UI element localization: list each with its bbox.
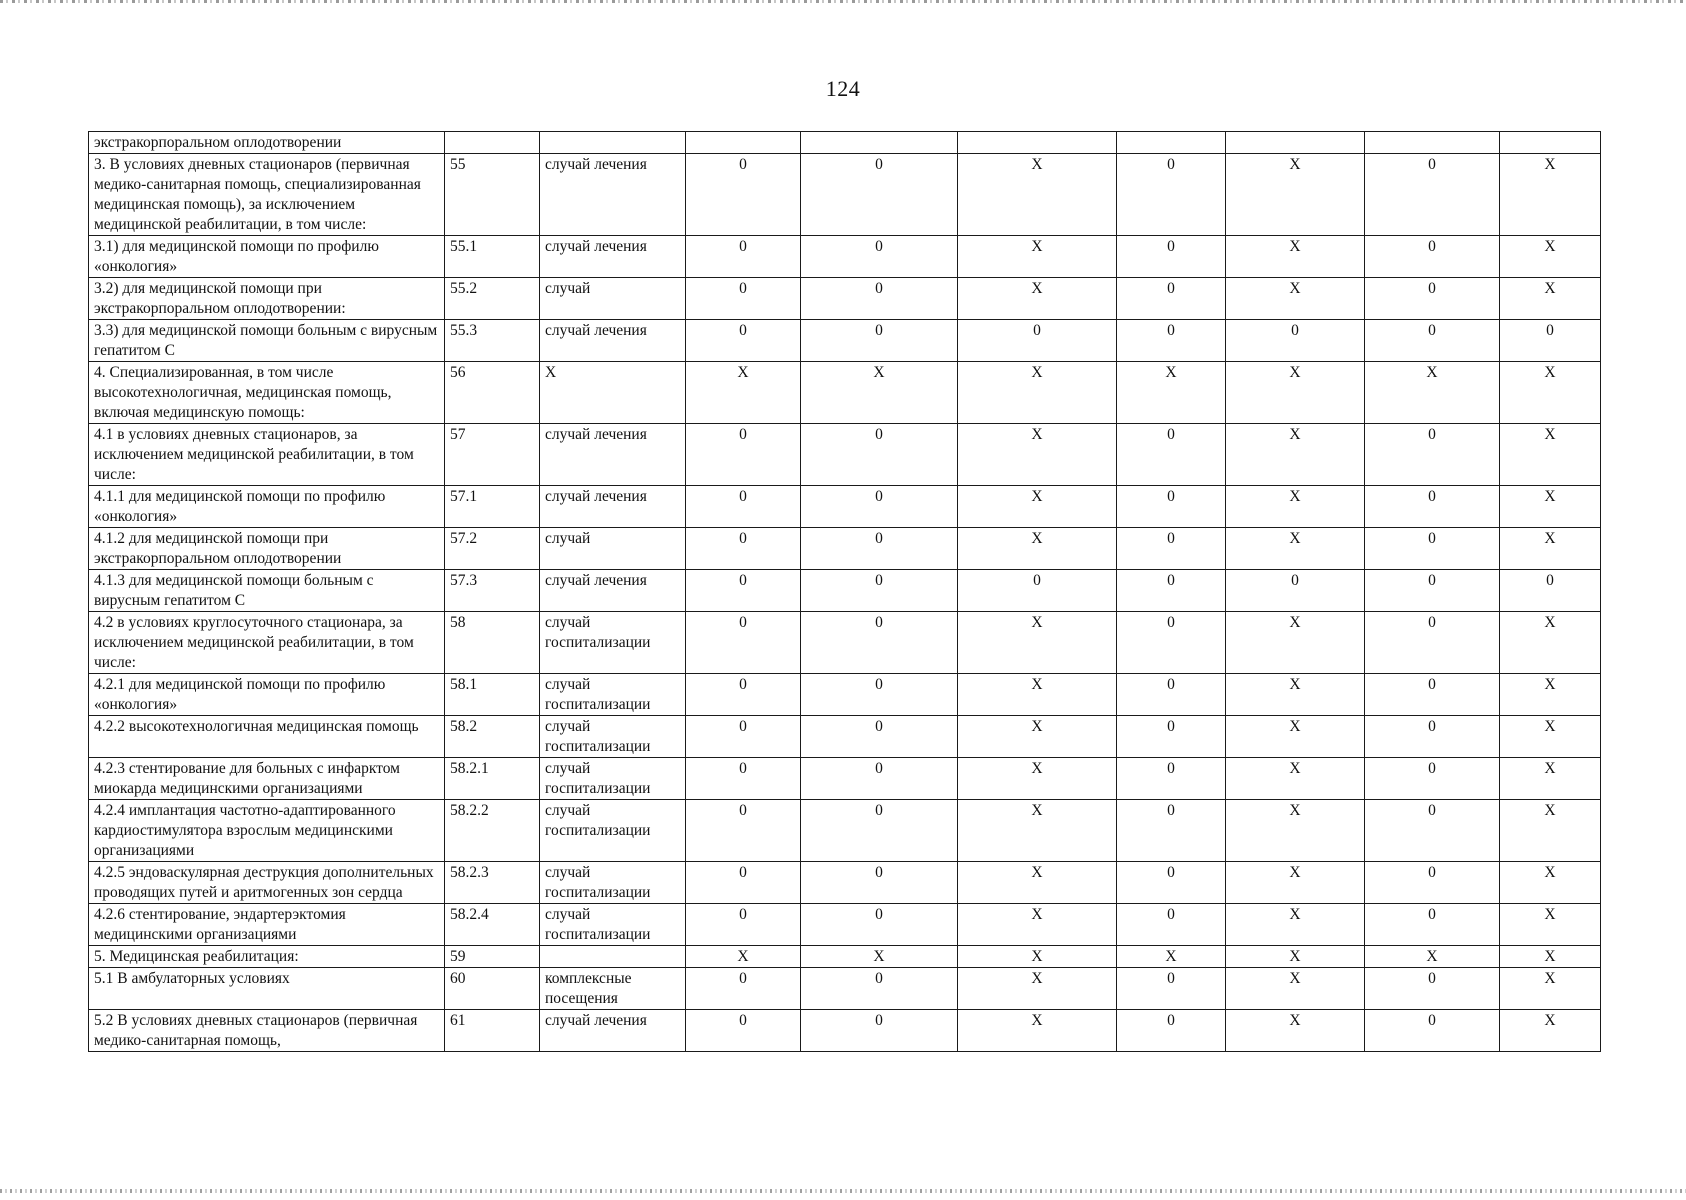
value-cell: X	[801, 946, 958, 968]
value-cell: X	[686, 946, 801, 968]
value-cell: 0	[1365, 862, 1500, 904]
data-table	[88, 131, 1601, 1052]
value-cell: X	[1226, 800, 1365, 862]
value-cell: X	[1226, 236, 1365, 278]
row-name-cell: 5.2 В условиях дневных стационаров (первичная медико-санитарная помощь,	[89, 1010, 445, 1052]
row-name-cell: 4.2.4 имплантация частотно-адаптированного кардиостимулятора взрослым медицинскими организациями	[89, 800, 445, 862]
value-cell: 0	[686, 862, 801, 904]
value-cell: 0	[801, 758, 958, 800]
row-code-cell: 57.3	[445, 570, 540, 612]
row-code-cell: 57.2	[445, 528, 540, 570]
row-name-cell: 4.2 в условиях круглосуточного стационара, за исключением медицинской реабилитации, в том числе:	[89, 612, 445, 674]
row-code-cell: 59	[445, 946, 540, 968]
value-cell: X	[1500, 236, 1601, 278]
value-cell: X	[1226, 528, 1365, 570]
table-row	[89, 278, 1601, 320]
value-cell: 0	[1117, 904, 1226, 946]
row-code-cell: 55	[445, 154, 540, 236]
value-cell: 0	[686, 236, 801, 278]
value-cell: X	[1226, 612, 1365, 674]
table-row	[89, 800, 1601, 862]
value-cell: X	[1500, 612, 1601, 674]
table-row	[89, 528, 1601, 570]
value-cell: 0	[1117, 278, 1226, 320]
value-cell: X	[1500, 154, 1601, 236]
value-cell: 0	[686, 674, 801, 716]
table-row	[89, 674, 1601, 716]
row-unit-cell: случай лечения	[540, 570, 686, 612]
table-row	[89, 612, 1601, 674]
value-cell: X	[1500, 1010, 1601, 1052]
value-cell: X	[801, 362, 958, 424]
row-unit-cell: случай лечения	[540, 486, 686, 528]
value-cell: 0	[958, 320, 1117, 362]
row-name-cell: 5. Медицинская реабилитация:	[89, 946, 445, 968]
value-cell: X	[1226, 278, 1365, 320]
value-cell: 0	[1117, 424, 1226, 486]
value-cell: 0	[1117, 154, 1226, 236]
row-unit-cell: случай госпитализации	[540, 758, 686, 800]
value-cell: 0	[1117, 570, 1226, 612]
value-cell: X	[1226, 362, 1365, 424]
row-code-cell: 60	[445, 968, 540, 1010]
value-cell: 0	[1365, 904, 1500, 946]
value-cell: 0	[801, 486, 958, 528]
value-cell: 0	[1117, 320, 1226, 362]
value-cell: X	[958, 758, 1117, 800]
value-cell: 0	[686, 154, 801, 236]
value-cell: 0	[686, 612, 801, 674]
row-code-cell: 58.2	[445, 716, 540, 758]
value-cell: 0	[686, 1010, 801, 1052]
row-code-cell: 55.1	[445, 236, 540, 278]
value-cell: X	[1500, 968, 1601, 1010]
value-cell: 0	[686, 486, 801, 528]
value-cell: 0	[686, 800, 801, 862]
row-code-cell: 58.1	[445, 674, 540, 716]
row-code-cell: 58.2.3	[445, 862, 540, 904]
value-cell: X	[1500, 758, 1601, 800]
value-cell: X	[1226, 862, 1365, 904]
value-cell: X	[958, 904, 1117, 946]
value-cell: 0	[1117, 968, 1226, 1010]
row-name-cell: 4.2.5 эндоваскулярная деструкция дополнительных проводящих путей и аритмогенных зон сердца	[89, 862, 445, 904]
value-cell: 0	[1365, 968, 1500, 1010]
row-name-cell: 4.2.3 стентирование для больных с инфарктом миокарда медицинскими организациями	[89, 758, 445, 800]
row-unit-cell: случай	[540, 278, 686, 320]
value-cell: X	[1226, 716, 1365, 758]
row-name-cell: 4.1.2 для медицинской помощи при экстракорпоральном оплодотворении	[89, 528, 445, 570]
row-unit-cell	[540, 946, 686, 968]
value-cell: X	[958, 946, 1117, 968]
table-row	[89, 320, 1601, 362]
row-unit-cell: случай госпитализации	[540, 716, 686, 758]
value-cell: 0	[1117, 800, 1226, 862]
row-unit-cell: случай лечения	[540, 424, 686, 486]
value-cell: X	[958, 1010, 1117, 1052]
value-cell: X	[958, 674, 1117, 716]
row-name-cell: 4.1 в условиях дневных стационаров, за исключением медицинской реабилитации, в том числе:	[89, 424, 445, 486]
value-cell: X	[958, 278, 1117, 320]
row-name-cell: 3.2) для медицинской помощи при экстракорпоральном оплодотворении:	[89, 278, 445, 320]
row-code-cell: 58.2.2	[445, 800, 540, 862]
value-cell: 0	[801, 570, 958, 612]
value-cell: 0	[801, 674, 958, 716]
page-number: 124	[825, 76, 861, 101]
row-name-cell: 5.1 В амбулаторных условиях	[89, 968, 445, 1010]
row-unit-cell: случай госпитализации	[540, 612, 686, 674]
table-row	[89, 862, 1601, 904]
value-cell: 0	[1365, 154, 1500, 236]
value-cell: 0	[1365, 424, 1500, 486]
value-cell: X	[1117, 946, 1226, 968]
row-unit-cell: случай госпитализации	[540, 800, 686, 862]
row-name-cell: 4.1.1 для медицинской помощи по профилю «онкология»	[89, 486, 445, 528]
row-unit-cell: случай госпитализации	[540, 862, 686, 904]
table-row	[89, 362, 1601, 424]
value-cell: X	[1500, 486, 1601, 528]
table-row	[89, 154, 1601, 236]
value-cell: X	[1365, 362, 1500, 424]
row-unit-cell	[540, 132, 686, 154]
value-cell: X	[958, 800, 1117, 862]
value-cell: X	[958, 362, 1117, 424]
value-cell: 0	[1365, 570, 1500, 612]
value-cell: 0	[801, 424, 958, 486]
table-body	[89, 132, 1601, 1052]
row-name-cell: экстракорпоральном оплодотворении	[89, 132, 445, 154]
value-cell: X	[1117, 362, 1226, 424]
row-unit-cell: случай лечения	[540, 154, 686, 236]
row-name-cell: 4. Специализированная, в том числе высокотехнологичная, медицинская помощь, включая медицинскую помощь:	[89, 362, 445, 424]
value-cell: 0	[686, 570, 801, 612]
value-cell: 0	[1117, 486, 1226, 528]
row-code-cell: 55.2	[445, 278, 540, 320]
value-cell: 0	[1226, 570, 1365, 612]
value-cell: 0	[801, 862, 958, 904]
row-unit-cell: комплексные посещения	[540, 968, 686, 1010]
value-cell: X	[1365, 946, 1500, 968]
value-cell: X	[1500, 424, 1601, 486]
value-cell: X	[1500, 862, 1601, 904]
value-cell: X	[1500, 278, 1601, 320]
value-cell: 0	[686, 424, 801, 486]
value-cell: 0	[801, 612, 958, 674]
value-cell: X	[1226, 424, 1365, 486]
value-cell: X	[1226, 946, 1365, 968]
value-cell: X	[1226, 674, 1365, 716]
value-cell: 0	[1117, 758, 1226, 800]
value-cell: 0	[1365, 758, 1500, 800]
value-cell	[801, 132, 958, 154]
value-cell: 0	[1500, 570, 1601, 612]
value-cell: 0	[1117, 862, 1226, 904]
value-cell: 0	[686, 716, 801, 758]
row-code-cell: 61	[445, 1010, 540, 1052]
table-row	[89, 1010, 1601, 1052]
value-cell: 0	[1117, 1010, 1226, 1052]
value-cell: X	[1500, 716, 1601, 758]
scan-edge-bottom	[0, 1189, 1686, 1193]
row-name-cell: 4.2.2 высокотехнологичная медицинская помощь	[89, 716, 445, 758]
row-unit-cell: случай госпитализации	[540, 904, 686, 946]
row-unit-cell: случай госпитализации	[540, 674, 686, 716]
value-cell: X	[1500, 800, 1601, 862]
value-cell: 0	[686, 904, 801, 946]
value-cell: 0	[1365, 800, 1500, 862]
value-cell: 0	[1365, 320, 1500, 362]
row-name-cell: 4.1.3 для медицинской помощи больным с вирусным гепатитом С	[89, 570, 445, 612]
row-code-cell: 57.1	[445, 486, 540, 528]
table-row	[89, 132, 1601, 154]
row-name-cell: 3.1) для медицинской помощи по профилю «онкология»	[89, 236, 445, 278]
value-cell: X	[958, 968, 1117, 1010]
value-cell: X	[686, 362, 801, 424]
row-name-cell: 4.2.6 стентирование, эндартерэктомия медицинскими организациями	[89, 904, 445, 946]
row-code-cell: 55.3	[445, 320, 540, 362]
value-cell: X	[958, 424, 1117, 486]
table-row	[89, 946, 1601, 968]
value-cell: 0	[801, 320, 958, 362]
value-cell: X	[958, 612, 1117, 674]
value-cell: X	[1226, 154, 1365, 236]
table-row	[89, 716, 1601, 758]
value-cell: 0	[686, 320, 801, 362]
row-code-cell: 58.2.1	[445, 758, 540, 800]
value-cell: X	[1226, 486, 1365, 528]
row-unit-cell: случай лечения	[540, 236, 686, 278]
table-row	[89, 486, 1601, 528]
value-cell: X	[1226, 968, 1365, 1010]
row-code-cell: 58	[445, 612, 540, 674]
table-row	[89, 968, 1601, 1010]
value-cell: 0	[1117, 236, 1226, 278]
value-cell: 0	[1365, 612, 1500, 674]
value-cell: X	[958, 862, 1117, 904]
value-cell: 0	[1365, 716, 1500, 758]
value-cell: 0	[1365, 486, 1500, 528]
value-cell: X	[1500, 528, 1601, 570]
value-cell	[686, 132, 801, 154]
row-unit-cell: случай лечения	[540, 1010, 686, 1052]
value-cell: X	[958, 528, 1117, 570]
row-code-cell: 58.2.4	[445, 904, 540, 946]
row-unit-cell: X	[540, 362, 686, 424]
value-cell: X	[958, 236, 1117, 278]
value-cell: 0	[686, 528, 801, 570]
value-cell	[1117, 132, 1226, 154]
value-cell: 0	[1117, 612, 1226, 674]
table-row	[89, 236, 1601, 278]
value-cell	[958, 132, 1117, 154]
value-cell: 0	[1365, 278, 1500, 320]
value-cell: 0	[686, 968, 801, 1010]
value-cell: 0	[801, 904, 958, 946]
value-cell: X	[1226, 1010, 1365, 1052]
value-cell: 0	[801, 236, 958, 278]
table-row	[89, 424, 1601, 486]
value-cell: 0	[958, 570, 1117, 612]
row-name-cell: 3. В условиях дневных стационаров (первичная медико-санитарная помощь, специализированная медицинская помощь), за исключением медицинской реабилитации, в том числе:	[89, 154, 445, 236]
value-cell: 0	[801, 716, 958, 758]
value-cell: 0	[801, 278, 958, 320]
scan-edge-top	[0, 0, 1686, 3]
value-cell: 0	[801, 800, 958, 862]
value-cell: 0	[686, 758, 801, 800]
value-cell: 0	[1500, 320, 1601, 362]
value-cell: 0	[1365, 236, 1500, 278]
value-cell: 0	[1365, 1010, 1500, 1052]
value-cell: 0	[801, 1010, 958, 1052]
row-code-cell: 56	[445, 362, 540, 424]
value-cell: X	[958, 716, 1117, 758]
value-cell: 0	[1117, 674, 1226, 716]
table-row	[89, 570, 1601, 612]
value-cell: 0	[801, 154, 958, 236]
row-code-cell	[445, 132, 540, 154]
value-cell: X	[1226, 904, 1365, 946]
value-cell	[1365, 132, 1500, 154]
row-unit-cell: случай лечения	[540, 320, 686, 362]
value-cell	[1500, 132, 1601, 154]
value-cell: X	[958, 154, 1117, 236]
value-cell: X	[1500, 362, 1601, 424]
value-cell: 0	[1117, 528, 1226, 570]
value-cell: 0	[1365, 528, 1500, 570]
table-row	[89, 904, 1601, 946]
row-code-cell: 57	[445, 424, 540, 486]
value-cell: X	[1500, 946, 1601, 968]
table-row	[89, 758, 1601, 800]
value-cell: X	[1226, 758, 1365, 800]
value-cell: 0	[686, 278, 801, 320]
value-cell: 0	[1117, 716, 1226, 758]
value-cell	[1226, 132, 1365, 154]
value-cell: X	[1500, 674, 1601, 716]
value-cell: 0	[801, 968, 958, 1010]
row-unit-cell: случай	[540, 528, 686, 570]
value-cell: 0	[801, 528, 958, 570]
value-cell: X	[1500, 904, 1601, 946]
row-name-cell: 3.3) для медицинской помощи больным с вирусным гепатитом С	[89, 320, 445, 362]
value-cell: 0	[1226, 320, 1365, 362]
value-cell: X	[958, 486, 1117, 528]
row-name-cell: 4.2.1 для медицинской помощи по профилю «онкология»	[89, 674, 445, 716]
value-cell: 0	[1365, 674, 1500, 716]
